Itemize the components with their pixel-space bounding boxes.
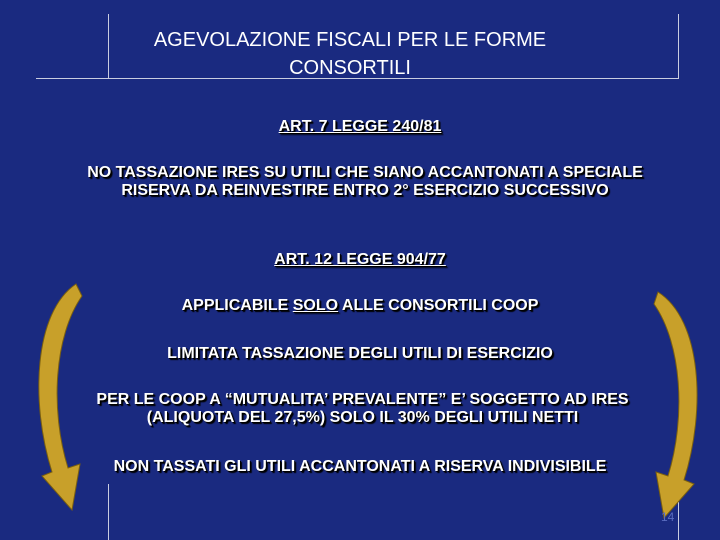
applicable-post: ALLE CONSORTILI COOP	[338, 297, 539, 314]
bottom-left-frame-line	[108, 484, 109, 540]
applicable-pre: APPLICABILE	[181, 297, 293, 314]
applicable-line	[80, 297, 640, 315]
art12-heading: ART. 12 LEGGE 904/77	[274, 251, 446, 268]
limitata-line: LIMITATA TASSAZIONE DEGLI UTILI DI ESERCIZIO	[167, 345, 553, 362]
page-number: 14	[661, 510, 675, 524]
art7-heading: ART. 7 LEGGE 240/81	[278, 118, 442, 135]
non-tassati-text: NON TASSATI GLI UTILI ACCANTONATI A RISERVA INDIVISIBILE	[113, 458, 607, 475]
right-curved-arrow-icon	[650, 290, 710, 520]
left-curved-arrow-icon	[26, 282, 86, 512]
slide-title: AGEVOLAZIONE FISCALI PER LE FORME CONSORTILI	[153, 29, 547, 79]
left-frame-line	[108, 14, 109, 78]
applicable-emphasis: SOLO	[292, 297, 339, 314]
right-frame-line	[678, 14, 679, 78]
coop-text: PER LE COOP A “MUTUALITA’ PREVALENTE” E’ SOGGETTO AD IRES (ALIQUOTA DEL 27,5%) SOLO IL 30% DEGLI UTILI NETTI	[96, 391, 629, 426]
art7-text: NO TASSAZIONE IRES SU UTILI CHE SIANO ACCANTONATI A SPECIALE RISERVA DA REINVESTIRE ENTRO 2° ESERCIZIO SUCCESSIVO	[87, 164, 643, 199]
